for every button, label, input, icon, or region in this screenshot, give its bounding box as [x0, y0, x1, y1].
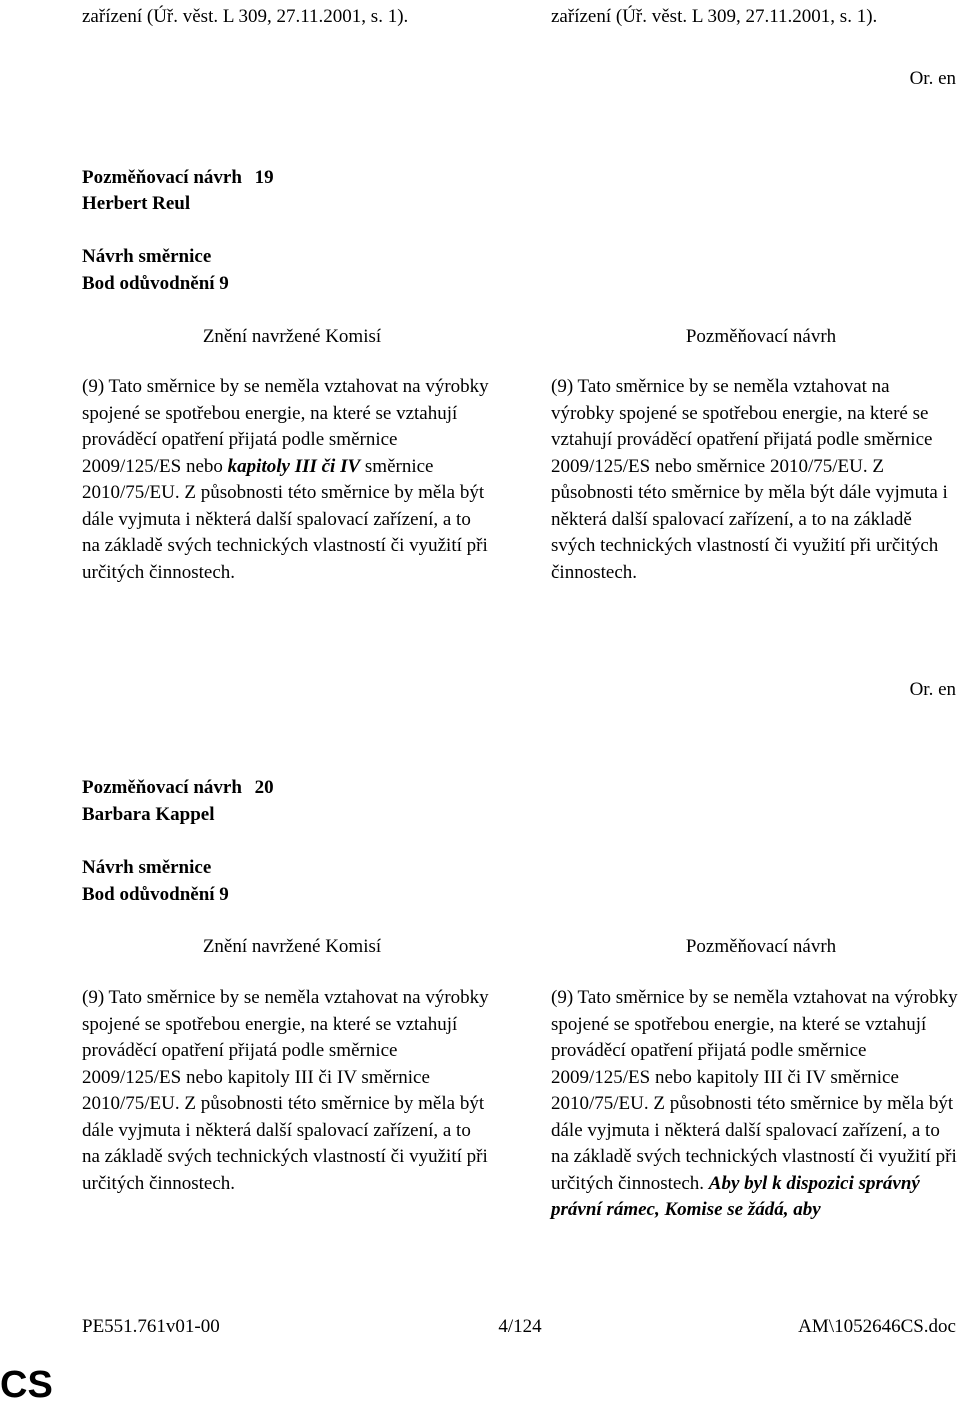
column-heading-amendment: Pozměňovací návrh [685, 326, 837, 347]
amendment-title [82, 775, 274, 802]
amendment-title [82, 165, 274, 192]
amendment-author: Herbert Reul [82, 193, 191, 214]
target-document: Návrh směrnice [82, 857, 212, 878]
target-document: Návrh směrnice [82, 246, 212, 267]
continuation-left: zařízení (Úř. věst. L 309, 27.11.2001, s. 1). [82, 6, 409, 27]
original-language: Or. en [909, 68, 956, 89]
footer-doc-ref: PE551.761v01-00 [82, 1316, 220, 1337]
amendment-title-prefix: Pozměňovací návrh [82, 777, 242, 798]
commission-text-part-2: směrnice 2010/75/EU. Z působnosti této směrnice by měla být dále vyjmuta i některá další spalovací zařízení, a to na základě svých technických vlastností či využití při určitých činnostech. [82, 455, 488, 583]
commission-text: (9) Tato směrnice by se neměla vztahovat na výrobky spojené se spotřebou energie, na které se vztahují prováděcí opatření přijatá podle směrnice 2009/125/ES nebo kapitoly III či IV směrnice 2010/75/EU. Z působnosti této směrnice by měla být dále vyjmuta i některá další spalovací zařízení, a to na základě svých technických vlastností či využití při určitých činnostech. [82, 987, 489, 1194]
target-part: Bod odůvodnění 9 [82, 273, 229, 294]
column-heading-commission: Znění navržené Komisí [202, 326, 382, 347]
amendment-text: (9) Tato směrnice by se neměla vztahovat na výrobky spojené se spotřebou energie, na které se vztahují prováděcí opatření přijatá podle směrnice 2009/125/ES nebo směrnice 2010/75/EU. Z působnosti této směrnice by měla být dále vyjmuta i některá další spalovací zařízení, a to na základě svých technických vlastností či využití při určitých činnostech. [551, 376, 948, 583]
continuation-right: zařízení (Úř. věst. L 309, 27.11.2001, s. 1). [551, 6, 878, 27]
amendment-text-emphasis: Aby byl k dispozici správný právní rámec, Komise se žádá, aby [551, 1172, 920, 1220]
amendment-number: 19 [254, 167, 274, 188]
target-part: Bod odůvodnění 9 [82, 884, 229, 905]
commission-text-emphasis: kapitoly III či IV [227, 455, 361, 477]
commission-text-part-1: (9) Tato směrnice by se neměla vztahovat na výrobky spojené se spotřebou energie, na které se vztahují prováděcí opatření přijatá podle směrnice 2009/125/ES nebo [82, 376, 489, 477]
column-heading-amendment: Pozměňovací návrh [685, 936, 837, 957]
column-heading-commission: Znění navržené Komisí [202, 936, 382, 957]
amendment-text-part-1: (9) Tato směrnice by se neměla vztahovat na výrobky spojené se spotřebou energie, na které se vztahují prováděcí opatření přijatá podle směrnice 2009/125/ES nebo kapitoly III či IV směrnice 2010/75/EU. Z působnosti této směrnice by měla být dále vyjmuta i některá další spalovací zařízení, a to na základě svých technických vlastností či využití při určitých činnostech. [551, 987, 958, 1194]
amendment-author: Barbara Kappel [82, 804, 215, 825]
amendment-title-prefix: Pozměňovací návrh [82, 167, 242, 188]
amendment-text [551, 985, 960, 1224]
footer-file-name: AM\1052646CS.doc [798, 1316, 956, 1337]
footer-page-number: 4/124 [498, 1316, 542, 1337]
amendment-number: 20 [254, 777, 274, 798]
commission-text [82, 374, 492, 586]
original-language: Or. en [909, 679, 956, 700]
footer-language-code: CS [0, 1364, 53, 1406]
